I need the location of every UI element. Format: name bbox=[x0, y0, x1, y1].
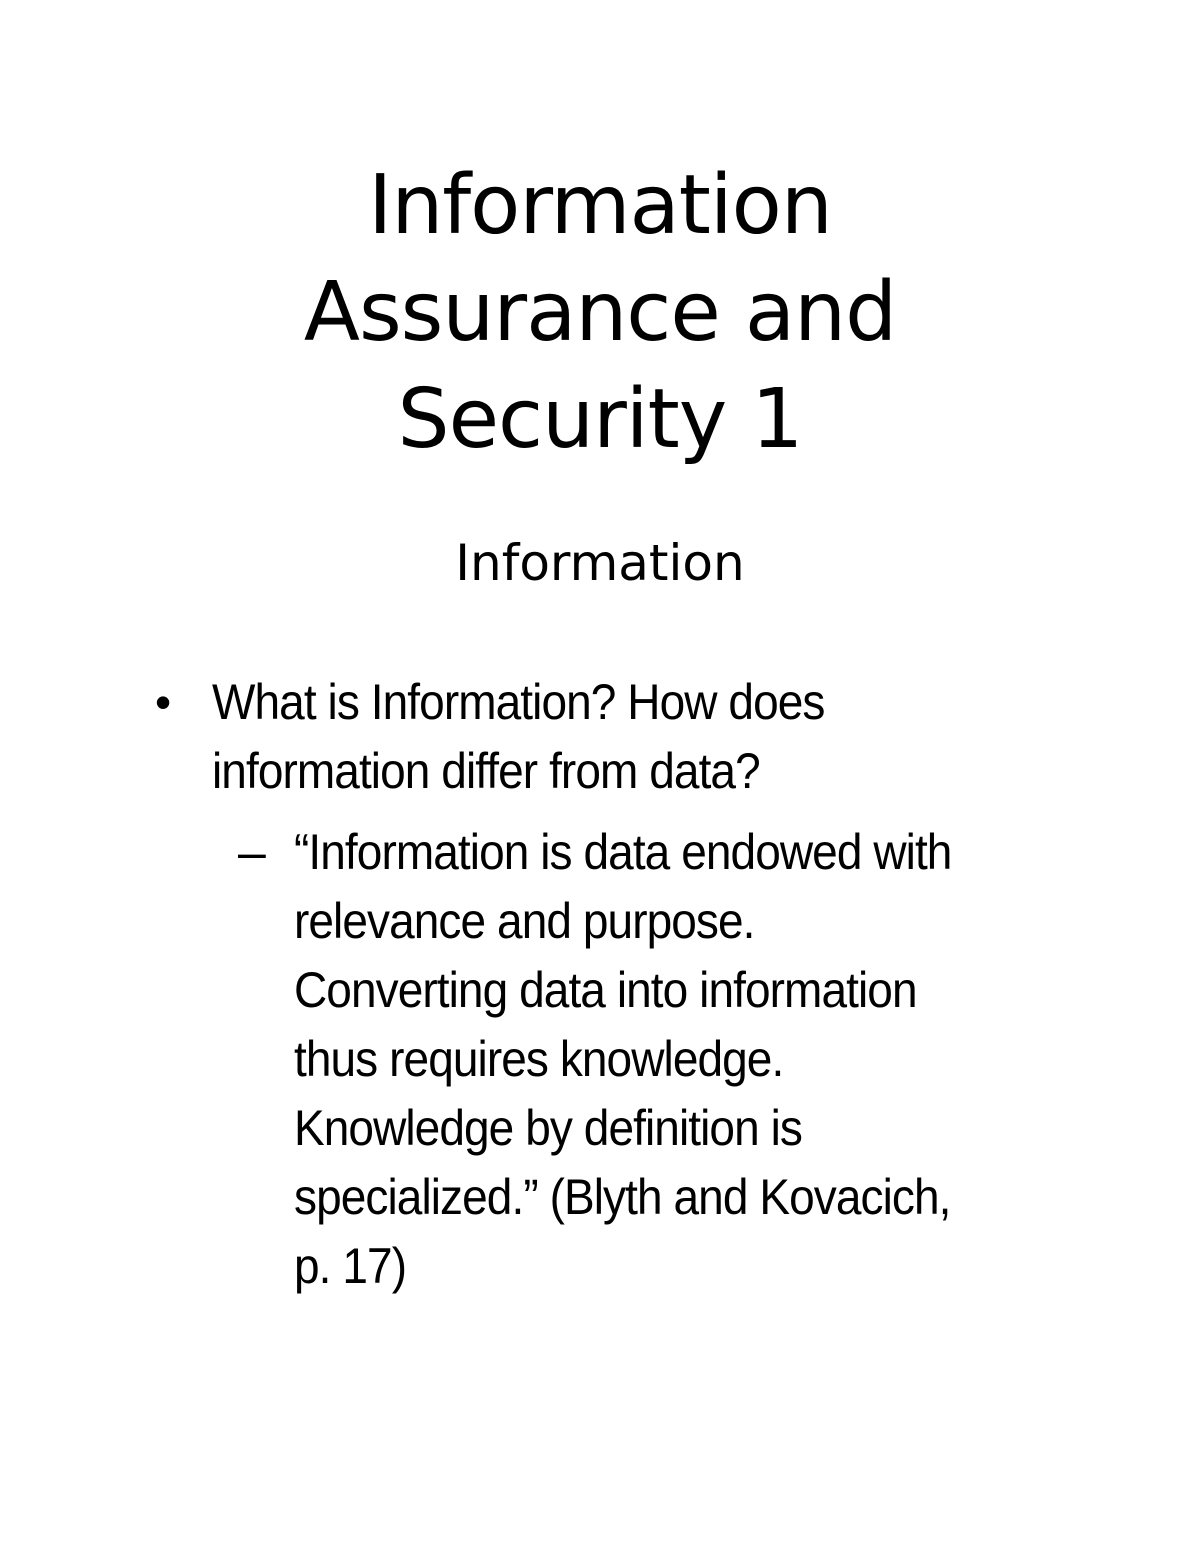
sub-bullet-marker: – bbox=[238, 824, 266, 880]
section-heading: Information bbox=[455, 534, 745, 592]
quote-line-4: thus requires knowledge. bbox=[294, 1031, 784, 1087]
quote-line-3: Converting data into information bbox=[294, 962, 917, 1018]
quote-line-6: specialized.” (Blyth and Kovacich, bbox=[294, 1169, 951, 1225]
title-line-2: Assurance and bbox=[303, 265, 897, 360]
quote-line-7: p. 17) bbox=[294, 1238, 407, 1294]
sub-bullet-quote bbox=[294, 818, 1058, 1301]
slide-title bbox=[0, 152, 1200, 473]
quote-line-2: relevance and purpose. bbox=[294, 893, 755, 949]
title-line-3: Security 1 bbox=[397, 372, 803, 467]
title-line-1: Information bbox=[368, 158, 832, 253]
quote-line-5: Knowledge by definition is bbox=[294, 1100, 802, 1156]
bullet-item-question bbox=[212, 668, 911, 806]
bullet-line-1: What is Information? How does bbox=[212, 674, 825, 730]
quote-line-1: “Information is data endowed with bbox=[294, 824, 952, 880]
bullet-marker: • bbox=[155, 676, 172, 728]
bullet-line-2: information differ from data? bbox=[212, 743, 760, 799]
